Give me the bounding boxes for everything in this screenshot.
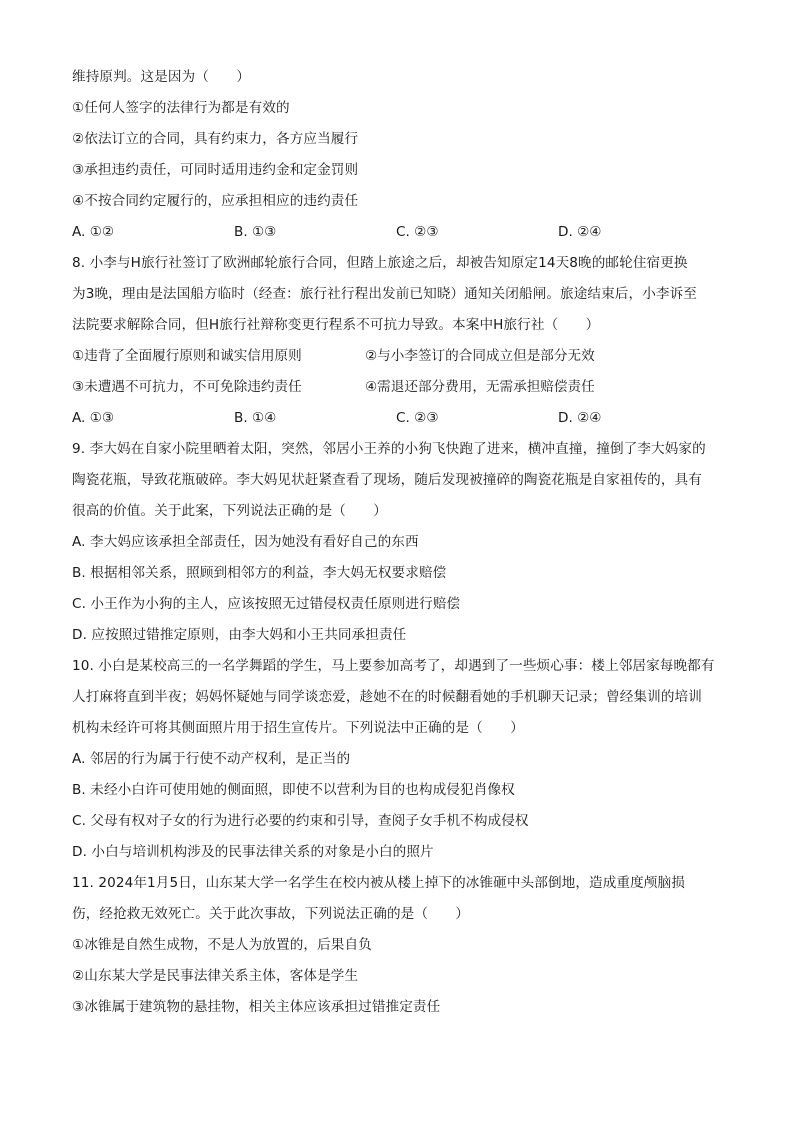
q11-stem-line-2: 伤，经抢救无效死亡。关于此次事故，下列说法正确的是（ ） bbox=[72, 906, 470, 922]
q8-stem-line-1: 8. 小李与H旅行社签订了欧洲邮轮旅行合同，但踏上旅途之后，却被告知原定14天8晚的邮轮住宿更换 bbox=[72, 255, 688, 271]
q10-option-b: B. 未经小白许可使用她的侧面照，即使不以营利为目的也构成侵犯肖像权 bbox=[72, 782, 515, 798]
q11-item-1: ①冰锥是自然生成物，不是人为放置的，后果自负 bbox=[72, 937, 372, 953]
q9-option-a: A. 李大妈应该承担全部责任，因为她没有看好自己的东西 bbox=[72, 534, 419, 550]
q8-item-2: ②与小李签订的合同成立但是部分无效 bbox=[365, 348, 595, 364]
q8-stem-line-3: 法院要求解除合同，但H旅行社辩称变更行程系不可抗力导致。本案中H旅行社（ ） bbox=[72, 317, 600, 333]
q9-stem-line-2: 陶瓷花瓶，导致花瓶破碎。李大妈见状赶紧查看了现场，随后发现被撞碎的陶瓷花瓶是自家祖传的，具有 bbox=[72, 472, 702, 488]
q8-item-1: ①违背了全面履行原则和诚实信用原则 bbox=[72, 348, 302, 364]
q8-options bbox=[72, 403, 722, 434]
q8-option-a: A. ①③ bbox=[72, 410, 115, 426]
q7-stem-end: 维持原判。这是因为（ ） bbox=[72, 69, 251, 85]
q8-item-4: ④需退还部分费用，无需承担赔偿责任 bbox=[365, 379, 595, 395]
q11-item-2: ②山东某大学是民事法律关系主体，客体是学生 bbox=[72, 968, 359, 984]
q7-option-b: B. ①③ bbox=[234, 224, 277, 240]
q7-item-4: ④不按合同约定履行的，应承担相应的违约责任 bbox=[72, 193, 359, 209]
page-content bbox=[72, 62, 722, 1023]
q9-stem-line-3: 很高的价值。关于此案，下列说法正确的是（ ） bbox=[72, 503, 387, 519]
q9-stem-line-1: 9. 李大妈在自家小院里晒着太阳，突然，邻居小王养的小狗飞快跑了进来，横冲直撞，撞倒了李大妈家的 bbox=[72, 441, 706, 457]
q8-item-3: ③未遭遇不可抗力，不可免除违约责任 bbox=[72, 379, 302, 395]
q8-items-row-1 bbox=[72, 341, 722, 372]
q7-options bbox=[72, 217, 722, 248]
q9-option-d: D. 应按照过错推定原则，由李大妈和小王共同承担责任 bbox=[72, 627, 407, 643]
q11-stem-line-1: 11. 2024年1月5日，山东某大学一名学生在校内被从楼上掉下的冰锥砸中头部倒地，造成重度颅脑损 bbox=[72, 875, 685, 891]
q10-stem-line-1: 10. 小白是某校高三的一名学舞蹈的学生，马上要参加高考了，却遇到了一些烦心事：楼上邻居家每晚都有 bbox=[72, 658, 715, 674]
q8-stem-line-2: 为3晚，理由是法国船方临时（经查：旅行社行程出发前已知晓）通知关闭船闸。旅途结束后，小李诉至 bbox=[72, 286, 697, 302]
q7-item-2: ②依法订立的合同，具有约束力，各方应当履行 bbox=[72, 131, 359, 147]
q10-option-a: A. 邻居的行为属于行使不动产权利，是正当的 bbox=[72, 751, 351, 767]
q10-stem-line-2: 人打麻将直到半夜；妈妈怀疑她与同学谈恋爱，趁她不在的时候翻看她的手机聊天记录；曾经集训的培训 bbox=[72, 689, 702, 705]
q8-option-c: C. ②③ bbox=[396, 410, 439, 426]
q11-item-3: ③冰锥属于建筑物的悬挂物，相关主体应该承担过错推定责任 bbox=[72, 999, 441, 1015]
q10-stem-line-3: 机构未经许可将其侧面照片用于招生宣传片。下列说法中正确的是（ ） bbox=[72, 720, 524, 736]
q7-option-c: C. ②③ bbox=[396, 224, 439, 240]
q7-option-d: D. ②④ bbox=[558, 224, 602, 240]
q8-items-row-2 bbox=[72, 372, 722, 403]
q8-option-d: D. ②④ bbox=[558, 410, 602, 426]
q10-option-c: C. 父母有权对子女的行为进行必要的约束和引导，查阅子女手机不构成侵权 bbox=[72, 813, 529, 829]
q7-item-1: ①任何人签字的法律行为都是有效的 bbox=[72, 100, 290, 116]
q10-option-d: D. 小白与培训机构涉及的民事法律关系的对象是小白的照片 bbox=[72, 844, 434, 860]
q7-item-3: ③承担违约责任，可同时适用违约金和定金罚则 bbox=[72, 162, 359, 178]
q9-option-c: C. 小王作为小狗的主人，应该按照无过错侵权责任原则进行赔偿 bbox=[72, 596, 461, 612]
q7-option-a: A. ①② bbox=[72, 224, 115, 240]
q8-option-b: B. ①④ bbox=[234, 410, 277, 426]
q9-option-b: B. 根据相邻关系，照顾到相邻方的利益，李大妈无权要求赔偿 bbox=[72, 565, 447, 581]
